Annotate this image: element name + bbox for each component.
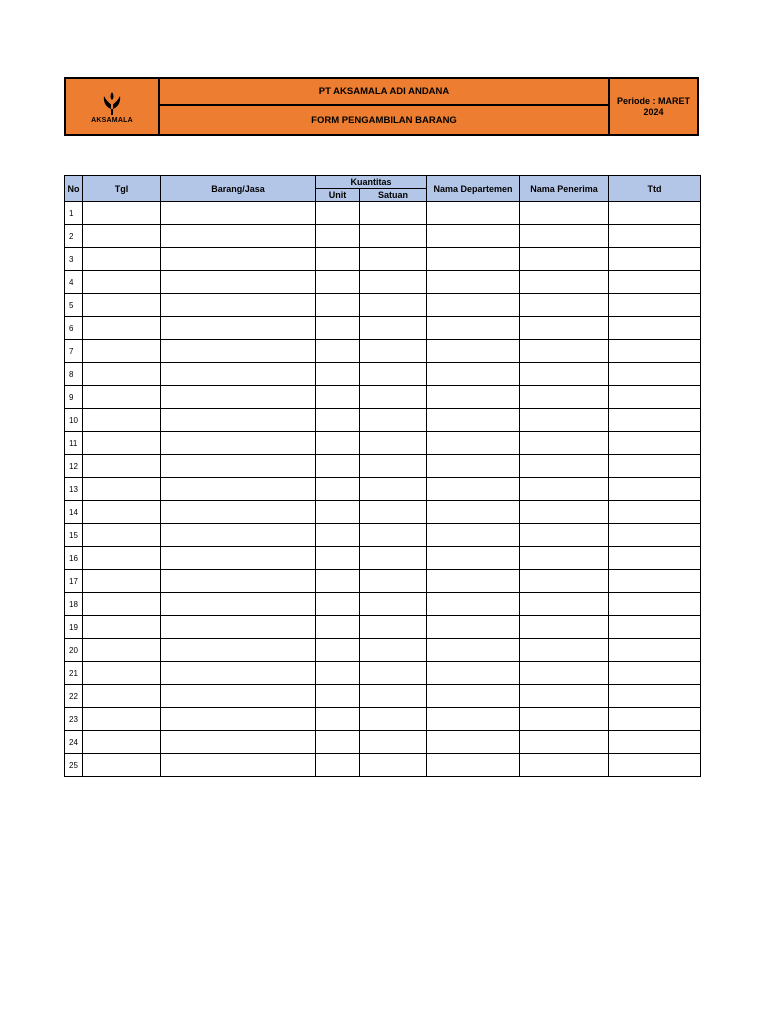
penerima-cell[interactable] xyxy=(520,731,609,754)
satuan-cell[interactable] xyxy=(360,685,427,708)
col-header-no: No xyxy=(65,176,83,202)
row-number: 25 xyxy=(65,754,83,777)
departemen-cell[interactable] xyxy=(427,570,520,593)
row-number: 23 xyxy=(65,708,83,731)
tgl-cell[interactable] xyxy=(83,202,161,225)
ttd-cell[interactable] xyxy=(609,363,701,386)
col-header-barang: Barang/Jasa xyxy=(161,176,316,202)
departemen-cell[interactable] xyxy=(427,524,520,547)
departemen-cell[interactable] xyxy=(427,708,520,731)
ttd-cell[interactable] xyxy=(609,639,701,662)
departemen-cell[interactable] xyxy=(427,225,520,248)
departemen-cell[interactable] xyxy=(427,432,520,455)
barang-cell[interactable] xyxy=(161,340,316,363)
tgl-cell[interactable] xyxy=(83,455,161,478)
penerima-cell[interactable] xyxy=(520,547,609,570)
items-table xyxy=(64,175,701,777)
row-number: 18 xyxy=(65,593,83,616)
company-name: PT AKSAMALA ADI ANDANA xyxy=(160,79,608,106)
barang-cell[interactable] xyxy=(161,731,316,754)
row-number: 17 xyxy=(65,570,83,593)
unit-cell[interactable] xyxy=(316,478,360,501)
unit-cell[interactable] xyxy=(316,202,360,225)
tgl-cell[interactable] xyxy=(83,662,161,685)
tgl-cell[interactable] xyxy=(83,708,161,731)
form-header xyxy=(64,77,699,136)
unit-cell[interactable] xyxy=(316,501,360,524)
departemen-cell[interactable] xyxy=(427,754,520,777)
satuan-cell[interactable] xyxy=(360,639,427,662)
barang-cell[interactable] xyxy=(161,294,316,317)
table-row xyxy=(65,455,701,478)
penerima-cell[interactable] xyxy=(520,708,609,731)
satuan-cell[interactable] xyxy=(360,317,427,340)
logo-cell xyxy=(66,79,160,134)
barang-cell[interactable] xyxy=(161,432,316,455)
table-row xyxy=(65,294,701,317)
departemen-cell[interactable] xyxy=(427,501,520,524)
row-number: 8 xyxy=(65,363,83,386)
row-number: 10 xyxy=(65,409,83,432)
row-number: 21 xyxy=(65,662,83,685)
barang-cell[interactable] xyxy=(161,685,316,708)
ttd-cell[interactable] xyxy=(609,524,701,547)
table-row xyxy=(65,478,701,501)
satuan-cell[interactable] xyxy=(360,340,427,363)
departemen-cell[interactable] xyxy=(427,248,520,271)
unit-cell[interactable] xyxy=(316,524,360,547)
tgl-cell[interactable] xyxy=(83,271,161,294)
table-row xyxy=(65,662,701,685)
ttd-cell[interactable] xyxy=(609,593,701,616)
col-header-ttd: Ttd xyxy=(609,176,701,202)
satuan-cell[interactable] xyxy=(360,409,427,432)
satuan-cell[interactable] xyxy=(360,478,427,501)
unit-cell[interactable] xyxy=(316,616,360,639)
unit-cell[interactable] xyxy=(316,386,360,409)
tgl-cell[interactable] xyxy=(83,593,161,616)
departemen-cell[interactable] xyxy=(427,478,520,501)
penerima-cell[interactable] xyxy=(520,754,609,777)
unit-cell[interactable] xyxy=(316,662,360,685)
penerima-cell[interactable] xyxy=(520,225,609,248)
penerima-cell[interactable] xyxy=(520,317,609,340)
penerima-cell[interactable] xyxy=(520,432,609,455)
penerima-cell[interactable] xyxy=(520,501,609,524)
row-number: 22 xyxy=(65,685,83,708)
satuan-cell[interactable] xyxy=(360,248,427,271)
table-row xyxy=(65,202,701,225)
satuan-cell[interactable] xyxy=(360,294,427,317)
satuan-cell[interactable] xyxy=(360,501,427,524)
row-number: 19 xyxy=(65,616,83,639)
unit-cell[interactable] xyxy=(316,432,360,455)
penerima-cell[interactable] xyxy=(520,616,609,639)
table-row xyxy=(65,225,701,248)
ttd-cell[interactable] xyxy=(609,731,701,754)
ttd-cell[interactable] xyxy=(609,662,701,685)
penerima-cell[interactable] xyxy=(520,202,609,225)
table-row xyxy=(65,248,701,271)
col-header-departemen: Nama Departemen xyxy=(427,176,520,202)
table-row xyxy=(65,501,701,524)
unit-cell[interactable] xyxy=(316,455,360,478)
penerima-cell[interactable] xyxy=(520,455,609,478)
penerima-cell[interactable] xyxy=(520,524,609,547)
row-number: 15 xyxy=(65,524,83,547)
unit-cell[interactable] xyxy=(316,731,360,754)
col-header-unit: Unit xyxy=(316,189,360,202)
col-header-kuantitas: Kuantitas xyxy=(316,176,427,189)
tgl-cell[interactable] xyxy=(83,547,161,570)
barang-cell[interactable] xyxy=(161,708,316,731)
row-number: 3 xyxy=(65,248,83,271)
periode-year: 2024 xyxy=(643,106,664,117)
satuan-cell[interactable] xyxy=(360,662,427,685)
table-row xyxy=(65,271,701,294)
unit-cell[interactable] xyxy=(316,271,360,294)
col-header-tgl: Tgl xyxy=(83,176,161,202)
tgl-cell[interactable] xyxy=(83,363,161,386)
satuan-cell[interactable] xyxy=(360,593,427,616)
satuan-cell[interactable] xyxy=(360,524,427,547)
barang-cell[interactable] xyxy=(161,593,316,616)
departemen-cell[interactable] xyxy=(427,363,520,386)
table-row xyxy=(65,386,701,409)
unit-cell[interactable] xyxy=(316,685,360,708)
unit-cell[interactable] xyxy=(316,225,360,248)
row-number: 12 xyxy=(65,455,83,478)
ttd-cell[interactable] xyxy=(609,570,701,593)
row-number: 2 xyxy=(65,225,83,248)
barang-cell[interactable] xyxy=(161,409,316,432)
penerima-cell[interactable] xyxy=(520,662,609,685)
tgl-cell[interactable] xyxy=(83,524,161,547)
barang-cell[interactable] xyxy=(161,225,316,248)
satuan-cell[interactable] xyxy=(360,455,427,478)
unit-cell[interactable] xyxy=(316,409,360,432)
row-number: 16 xyxy=(65,547,83,570)
aksamala-logo-icon xyxy=(100,90,124,116)
satuan-cell[interactable] xyxy=(360,363,427,386)
satuan-cell[interactable] xyxy=(360,547,427,570)
tgl-cell[interactable] xyxy=(83,340,161,363)
tgl-cell[interactable] xyxy=(83,294,161,317)
table-row xyxy=(65,432,701,455)
periode-block xyxy=(610,79,697,134)
barang-cell[interactable] xyxy=(161,478,316,501)
satuan-cell[interactable] xyxy=(360,271,427,294)
table-row xyxy=(65,570,701,593)
departemen-cell[interactable] xyxy=(427,386,520,409)
row-number: 13 xyxy=(65,478,83,501)
ttd-cell[interactable] xyxy=(609,225,701,248)
barang-cell[interactable] xyxy=(161,455,316,478)
ttd-cell[interactable] xyxy=(609,317,701,340)
table-row xyxy=(65,524,701,547)
tgl-cell[interactable] xyxy=(83,754,161,777)
tgl-cell[interactable] xyxy=(83,478,161,501)
unit-cell[interactable] xyxy=(316,317,360,340)
row-number: 7 xyxy=(65,340,83,363)
penerima-cell[interactable] xyxy=(520,248,609,271)
satuan-cell[interactable] xyxy=(360,708,427,731)
row-number: 1 xyxy=(65,202,83,225)
penerima-cell[interactable] xyxy=(520,271,609,294)
tgl-cell[interactable] xyxy=(83,248,161,271)
ttd-cell[interactable] xyxy=(609,409,701,432)
tgl-cell[interactable] xyxy=(83,432,161,455)
barang-cell[interactable] xyxy=(161,547,316,570)
row-number: 9 xyxy=(65,386,83,409)
ttd-cell[interactable] xyxy=(609,248,701,271)
table-row xyxy=(65,547,701,570)
row-number: 20 xyxy=(65,639,83,662)
ttd-cell[interactable] xyxy=(609,478,701,501)
table-row xyxy=(65,317,701,340)
table-row xyxy=(65,708,701,731)
penerima-cell[interactable] xyxy=(520,294,609,317)
penerima-cell[interactable] xyxy=(520,639,609,662)
tgl-cell[interactable] xyxy=(83,501,161,524)
tgl-cell[interactable] xyxy=(83,225,161,248)
satuan-cell[interactable] xyxy=(360,386,427,409)
departemen-cell[interactable] xyxy=(427,271,520,294)
penerima-cell[interactable] xyxy=(520,570,609,593)
ttd-cell[interactable] xyxy=(609,754,701,777)
departemen-cell[interactable] xyxy=(427,639,520,662)
tgl-cell[interactable] xyxy=(83,317,161,340)
col-header-satuan: Satuan xyxy=(360,189,427,202)
barang-cell[interactable] xyxy=(161,570,316,593)
departemen-cell[interactable] xyxy=(427,616,520,639)
unit-cell[interactable] xyxy=(316,547,360,570)
unit-cell[interactable] xyxy=(316,754,360,777)
tgl-cell[interactable] xyxy=(83,616,161,639)
ttd-cell[interactable] xyxy=(609,271,701,294)
departemen-cell[interactable] xyxy=(427,662,520,685)
tgl-cell[interactable] xyxy=(83,409,161,432)
penerima-cell[interactable] xyxy=(520,478,609,501)
logo-text: AKSAMALA xyxy=(91,116,133,124)
table-row xyxy=(65,754,701,777)
ttd-cell[interactable] xyxy=(609,616,701,639)
departemen-cell[interactable] xyxy=(427,731,520,754)
tgl-cell[interactable] xyxy=(83,570,161,593)
satuan-cell[interactable] xyxy=(360,616,427,639)
penerima-cell[interactable] xyxy=(520,386,609,409)
row-number: 6 xyxy=(65,317,83,340)
unit-cell[interactable] xyxy=(316,639,360,662)
col-header-penerima: Nama Penerima xyxy=(520,176,609,202)
ttd-cell[interactable] xyxy=(609,340,701,363)
row-number: 14 xyxy=(65,501,83,524)
barang-cell[interactable] xyxy=(161,363,316,386)
penerima-cell[interactable] xyxy=(520,593,609,616)
row-number: 5 xyxy=(65,294,83,317)
satuan-cell[interactable] xyxy=(360,202,427,225)
row-number: 24 xyxy=(65,731,83,754)
barang-cell[interactable] xyxy=(161,754,316,777)
satuan-cell[interactable] xyxy=(360,754,427,777)
departemen-cell[interactable] xyxy=(427,202,520,225)
unit-cell[interactable] xyxy=(316,593,360,616)
row-number: 4 xyxy=(65,271,83,294)
table-row xyxy=(65,593,701,616)
table-row xyxy=(65,363,701,386)
penerima-cell[interactable] xyxy=(520,363,609,386)
table-row xyxy=(65,616,701,639)
departemen-cell[interactable] xyxy=(427,409,520,432)
barang-cell[interactable] xyxy=(161,271,316,294)
departemen-cell[interactable] xyxy=(427,593,520,616)
satuan-cell[interactable] xyxy=(360,731,427,754)
unit-cell[interactable] xyxy=(316,248,360,271)
satuan-cell[interactable] xyxy=(360,570,427,593)
unit-cell[interactable] xyxy=(316,363,360,386)
table-row xyxy=(65,639,701,662)
tgl-cell[interactable] xyxy=(83,386,161,409)
table-row xyxy=(65,340,701,363)
ttd-cell[interactable] xyxy=(609,294,701,317)
tgl-cell[interactable] xyxy=(83,685,161,708)
ttd-cell[interactable] xyxy=(609,501,701,524)
unit-cell[interactable] xyxy=(316,570,360,593)
barang-cell[interactable] xyxy=(161,386,316,409)
barang-cell[interactable] xyxy=(161,616,316,639)
table-row xyxy=(65,685,701,708)
barang-cell[interactable] xyxy=(161,501,316,524)
barang-cell[interactable] xyxy=(161,639,316,662)
ttd-cell[interactable] xyxy=(609,708,701,731)
barang-cell[interactable] xyxy=(161,248,316,271)
departemen-cell[interactable] xyxy=(427,685,520,708)
tgl-cell[interactable] xyxy=(83,731,161,754)
barang-cell[interactable] xyxy=(161,662,316,685)
table-row xyxy=(65,731,701,754)
departemen-cell[interactable] xyxy=(427,317,520,340)
ttd-cell[interactable] xyxy=(609,202,701,225)
departemen-cell[interactable] xyxy=(427,340,520,363)
form-title: FORM PENGAMBILAN BARANG xyxy=(311,114,457,126)
title-block xyxy=(160,79,610,134)
departemen-cell[interactable] xyxy=(427,455,520,478)
ttd-cell[interactable] xyxy=(609,432,701,455)
row-number: 11 xyxy=(65,432,83,455)
ttd-cell[interactable] xyxy=(609,685,701,708)
unit-cell[interactable] xyxy=(316,340,360,363)
satuan-cell[interactable] xyxy=(360,432,427,455)
ttd-cell[interactable] xyxy=(609,386,701,409)
penerima-cell[interactable] xyxy=(520,409,609,432)
table-row xyxy=(65,409,701,432)
ttd-cell[interactable] xyxy=(609,547,701,570)
barang-cell[interactable] xyxy=(161,524,316,547)
barang-cell[interactable] xyxy=(161,202,316,225)
unit-cell[interactable] xyxy=(316,294,360,317)
penerima-cell[interactable] xyxy=(520,340,609,363)
tgl-cell[interactable] xyxy=(83,639,161,662)
departemen-cell[interactable] xyxy=(427,547,520,570)
periode-label: Periode : MARET xyxy=(616,95,690,106)
penerima-cell[interactable] xyxy=(520,685,609,708)
satuan-cell[interactable] xyxy=(360,225,427,248)
ttd-cell[interactable] xyxy=(609,455,701,478)
unit-cell[interactable] xyxy=(316,708,360,731)
departemen-cell[interactable] xyxy=(427,294,520,317)
barang-cell[interactable] xyxy=(161,317,316,340)
